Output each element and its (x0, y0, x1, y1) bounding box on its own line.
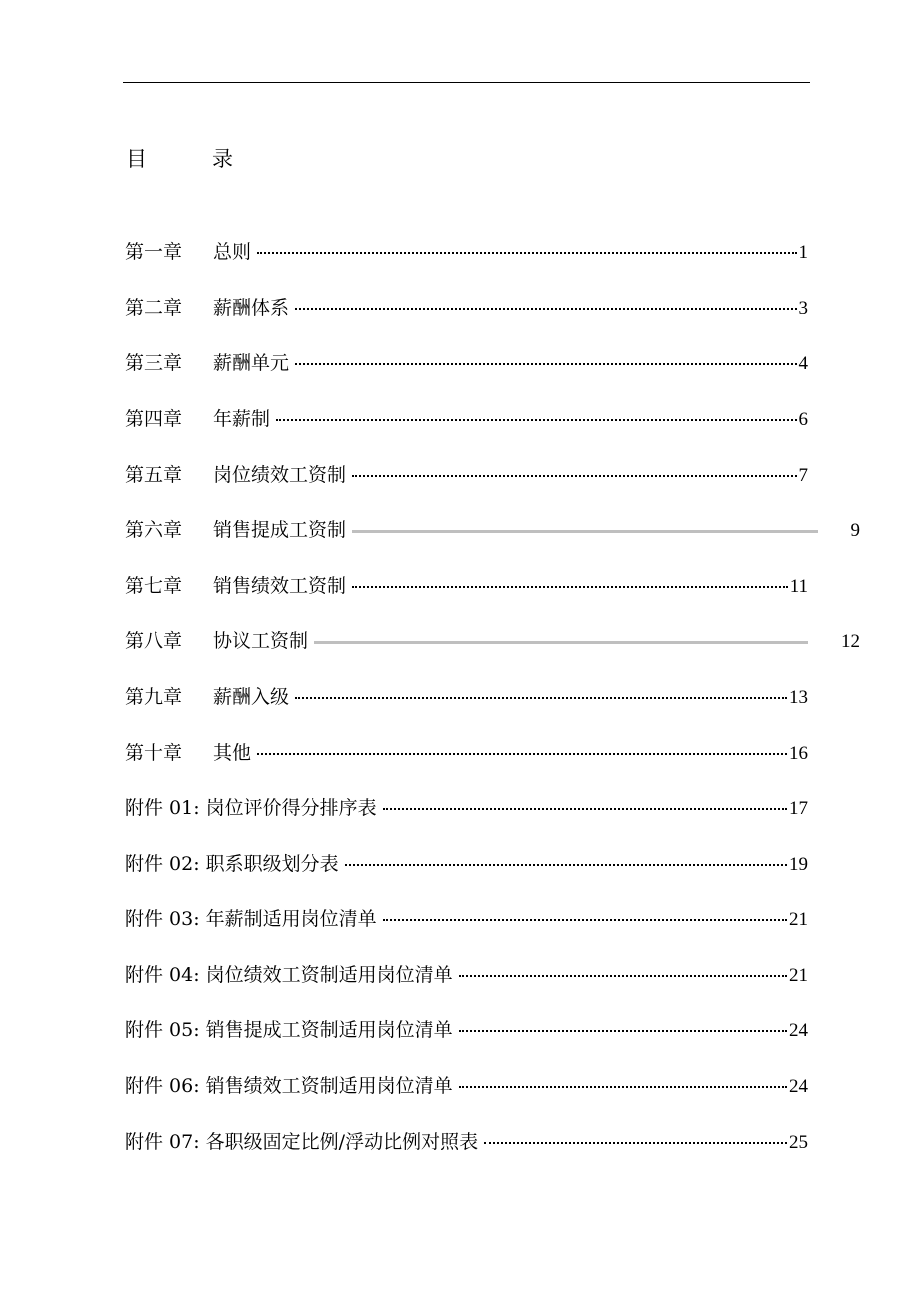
toc-entry-prefix: 附件 01: (125, 797, 200, 819)
dot-leader (295, 308, 796, 310)
toc-entry-prefix: 第五章 (125, 464, 183, 486)
toc-entry[interactable] (125, 237, 808, 265)
toc-entry-page: 7 (798, 465, 808, 486)
dot-leader (484, 1142, 787, 1144)
toc-entry[interactable] (125, 738, 808, 766)
toc-entry-title: 协议工资制 (213, 630, 309, 652)
toc-entry-title: 总则 (213, 241, 252, 263)
toc-entry-page: 9 (850, 520, 860, 541)
toc-entry[interactable] (125, 404, 808, 432)
toc-entry-prefix: 附件 02: (125, 853, 200, 875)
dot-leader (276, 419, 796, 421)
dot-leader (383, 808, 787, 810)
toc-entry-title: 年薪制 (213, 408, 271, 430)
toc-entry-title: 薪酬入级 (213, 686, 290, 708)
toc-entry-prefix: 第六章 (125, 519, 183, 541)
toc-entry-title: 销售提成工资制 (213, 519, 347, 541)
toc-entry[interactable] (125, 293, 808, 321)
toc-entry[interactable] (125, 571, 808, 599)
toc-entry-page: 4 (798, 353, 808, 374)
toc-entry[interactable] (125, 960, 808, 988)
toc-entry-page: 11 (789, 576, 808, 597)
toc-entry-title: 年薪制适用岗位清单 (205, 908, 377, 930)
dot-leader (314, 641, 808, 644)
toc-entry[interactable] (125, 793, 808, 821)
toc-entry-title: 薪酬单元 (213, 352, 290, 374)
toc-entry-prefix: 第四章 (125, 408, 183, 430)
toc-entry[interactable] (125, 515, 860, 543)
toc-entry-page: 25 (789, 1132, 808, 1153)
toc-entry[interactable] (125, 1015, 808, 1043)
toc-entry[interactable] (125, 682, 808, 710)
toc-entry-page: 24 (789, 1076, 808, 1097)
toc-entry[interactable] (125, 1127, 808, 1155)
toc-entry-page: 12 (841, 631, 860, 652)
toc-entry-page: 1 (798, 242, 808, 263)
toc-entry-prefix: 附件 05: (125, 1019, 200, 1041)
toc-entry[interactable] (125, 626, 860, 654)
toc-entry-title: 其他 (213, 742, 252, 764)
dot-leader (345, 864, 787, 866)
toc-entry-title: 薪酬体系 (213, 297, 290, 319)
dot-leader (257, 252, 796, 254)
toc-entry-prefix: 附件 07: (125, 1131, 200, 1153)
toc-entry-title: 销售绩效工资制适用岗位清单 (205, 1075, 453, 1097)
dot-leader (352, 586, 788, 588)
toc-entry-title: 岗位绩效工资制 (213, 464, 347, 486)
toc-entry-page: 21 (789, 909, 808, 930)
dot-leader (459, 975, 787, 977)
dot-leader (383, 919, 787, 921)
dot-leader (459, 1086, 787, 1088)
toc-entry[interactable] (125, 460, 808, 488)
toc-entry-page: 16 (789, 743, 808, 764)
toc-entry-title: 各职级固定比例/浮动比例对照表 (205, 1131, 479, 1153)
toc-entry-prefix: 第八章 (125, 630, 183, 652)
dot-leader (295, 697, 787, 699)
toc-entry-prefix: 第七章 (125, 575, 183, 597)
toc-entry[interactable] (125, 1071, 808, 1099)
toc-entry-title: 销售绩效工资制 (213, 575, 347, 597)
toc-entry[interactable] (125, 849, 808, 877)
toc-entry-prefix: 附件 06: (125, 1075, 200, 1097)
toc-entry-prefix: 第九章 (125, 686, 183, 708)
toc-entry-prefix: 第十章 (125, 742, 183, 764)
toc-entry-prefix: 附件 04: (125, 964, 200, 986)
dot-leader (352, 530, 817, 533)
toc-entry-title: 销售提成工资制适用岗位清单 (205, 1019, 453, 1041)
toc-entry-prefix: 第二章 (125, 297, 183, 319)
dot-leader (257, 753, 787, 755)
toc-entry-page: 17 (789, 798, 808, 819)
toc-entry-page: 6 (798, 409, 808, 430)
toc-entry-title: 岗位绩效工资制适用岗位清单 (205, 964, 453, 986)
toc-entry[interactable] (125, 348, 808, 376)
toc-entry-prefix: 附件 03: (125, 908, 200, 930)
toc-entry-page: 3 (798, 298, 808, 319)
toc-entry[interactable] (125, 904, 808, 932)
toc-entry-page: 19 (789, 854, 808, 875)
dot-leader (295, 363, 796, 365)
toc-entry-page: 13 (789, 687, 808, 708)
toc-title: 目 录 (126, 147, 255, 171)
toc-entry-title: 职系职级划分表 (205, 853, 339, 875)
dot-leader (352, 475, 796, 477)
toc-entry-prefix: 第三章 (125, 352, 183, 374)
dot-leader (459, 1030, 787, 1032)
toc-list (125, 0, 920, 1302)
toc-entry-prefix: 第一章 (125, 241, 183, 263)
toc-entry-page: 24 (789, 1020, 808, 1041)
toc-entry-title: 岗位评价得分排序表 (205, 797, 377, 819)
toc-entry-page: 21 (789, 965, 808, 986)
